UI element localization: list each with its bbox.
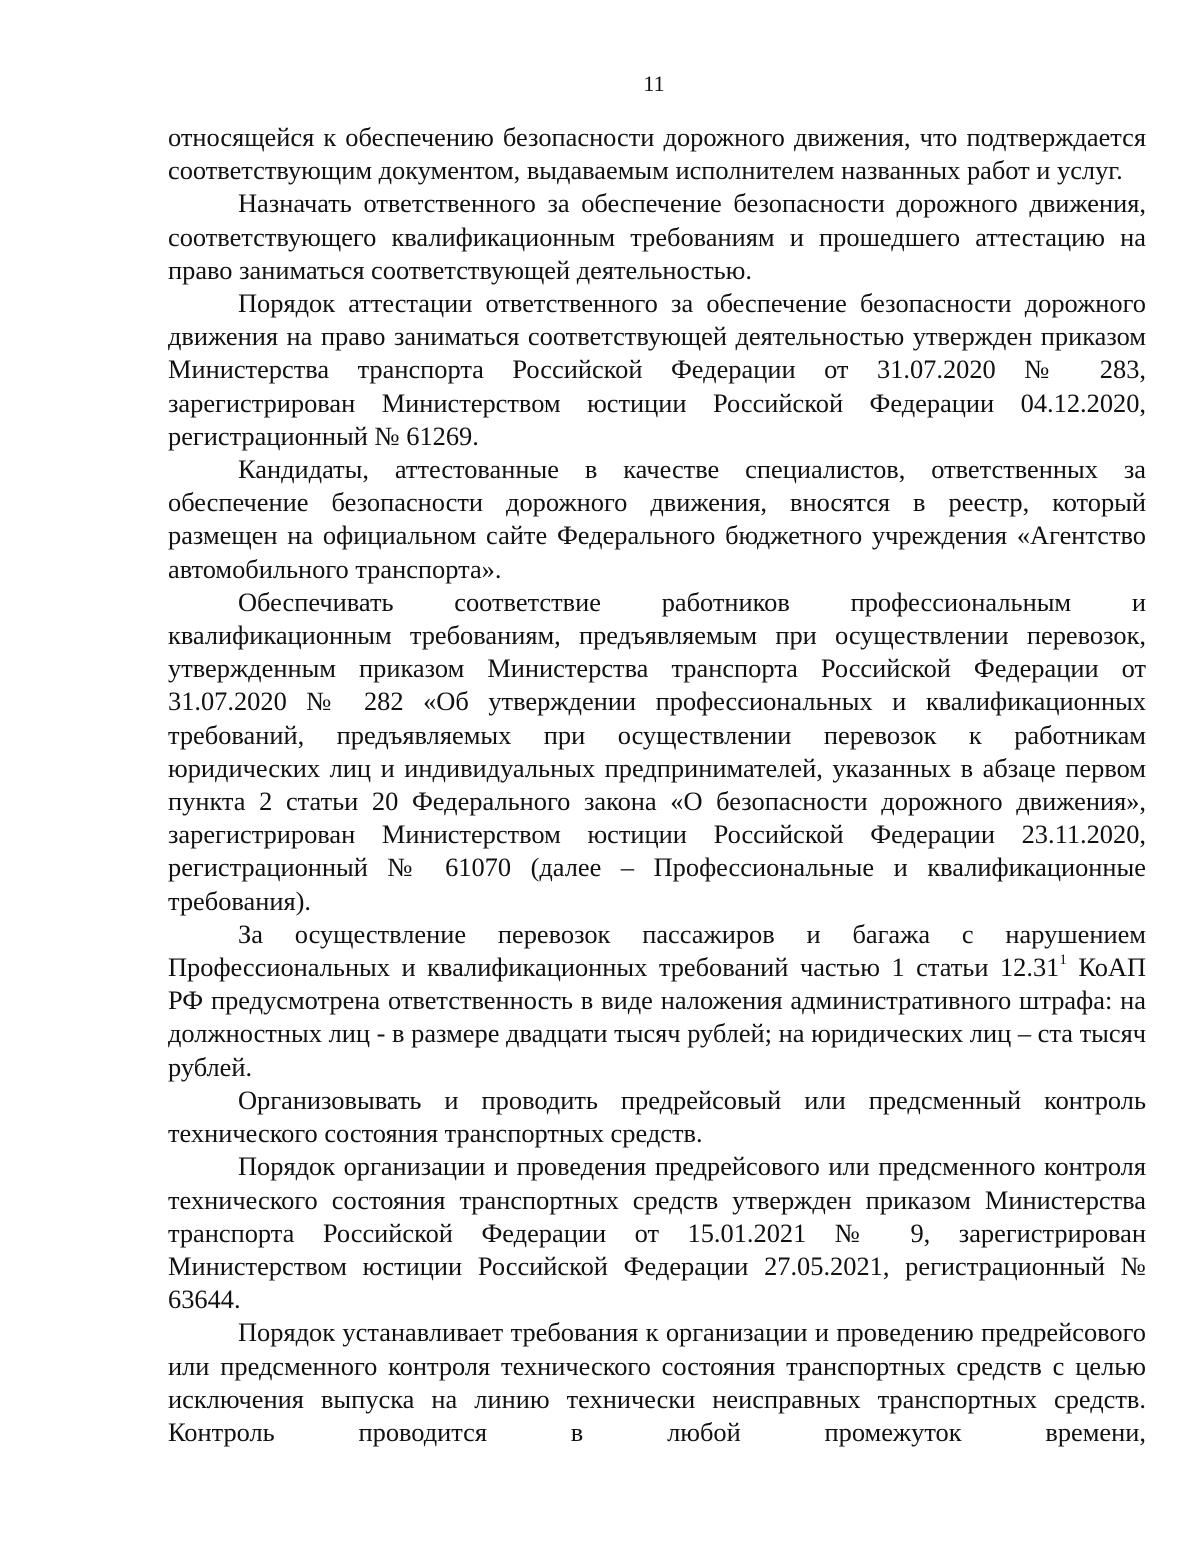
paragraph-organize-control: Организовывать и проводить предрейсовый или предсменный контроль технического состояния транспортных средств. [168, 1084, 1146, 1149]
paragraph-appoint-responsible: Назначать ответственного за обеспечение безопасности дорожного движения, соответствующего квалификационным требованиям и прошедшего аттестацию на право заниматься соответствующей деятельностью. [168, 188, 1146, 285]
paragraph-continuation: относящейся к обеспечению безопасности дорожного движения, что подтверждается соответствующим документом, выдаваемым исполнителем названных работ и услуг. [168, 122, 1146, 186]
article-superscript: 1 [1059, 952, 1067, 969]
liability-text-before: За осуществление перевозок пассажиров и багажа с нарушением Профессиональных и квалификационных требований частью 1 статьи 12.31 [168, 918, 1146, 983]
paragraph-candidates-registry: Кандидаты, аттестованные в качестве специалистов, ответственных за обеспечение безопасности дорожного движения, вносятся в реестр, который размещен на официальном сайте Федерального бюджетного учреждения «Агентство автомобильного транспорта». [168, 454, 1146, 584]
paragraph-attestation-order: Порядок аттестации ответственного за обеспечение безопасности дорожного движения на право заниматься соответствующей деятельностью утвержден приказом Министерства транспорта Российской Федерации от 31.07.2020 № 283, зарегистрирован Министерством юстиции Российской Федерации 04.12.2020, регистрационный № 61269. [168, 288, 1146, 451]
document-body [168, 121, 1146, 1449]
paragraph-qualification-requirements: Обеспечивать соответствие работников профессиональным и квалификационным требованиям, предъявляемым при осуществлении перевозок, утвержденным приказом Министерства транспорта Российской Федерации от 31.07.2020 № 282 «Об утверждении профессиональных и квалификационных требований, предъявляемых при осуществлении перевозок к работникам юридических лиц и индивидуальных предпринимателей, указанных в абзаце первом пункта 2 статьи 20 Федерального закона «О безопасности дорожного движения», зарегистрирован Министерством юстиции Российской Федерации 23.11.2020, регистрационный № 61070 (далее – Профессиональные и квалификационные требования). [168, 586, 1146, 916]
liability-text-after: КоАП РФ предусмотрена ответственность в виде наложения административного штрафа: на должностных лиц - в размере двадцати тысяч рублей; на юридических лиц – ста тысяч рублей. [168, 952, 1147, 1082]
page-number: 11 [643, 71, 665, 96]
paragraph-control-procedure: Порядок организации и проведения предрейсового или предсменного контроля технического состояния транспортных средств утвержден приказом Министерства транспорта Российской Федерации от 15.01.2021 № 9, зарегистрирован Министерством юстиции Российской Федерации 27.05.2021, регистрационный № 63644. [168, 1151, 1146, 1315]
paragraph-liability [168, 918, 1146, 1084]
paragraph-procedure-requirements: Порядок устанавливает требования к организации и проведению предрейсового или предсменного контроля технического состояния транспортных средств с целью исключения выпуска на линию технически неисправных транспортных средств. Контроль проводится в любой промежуток времени, [168, 1317, 1146, 1447]
